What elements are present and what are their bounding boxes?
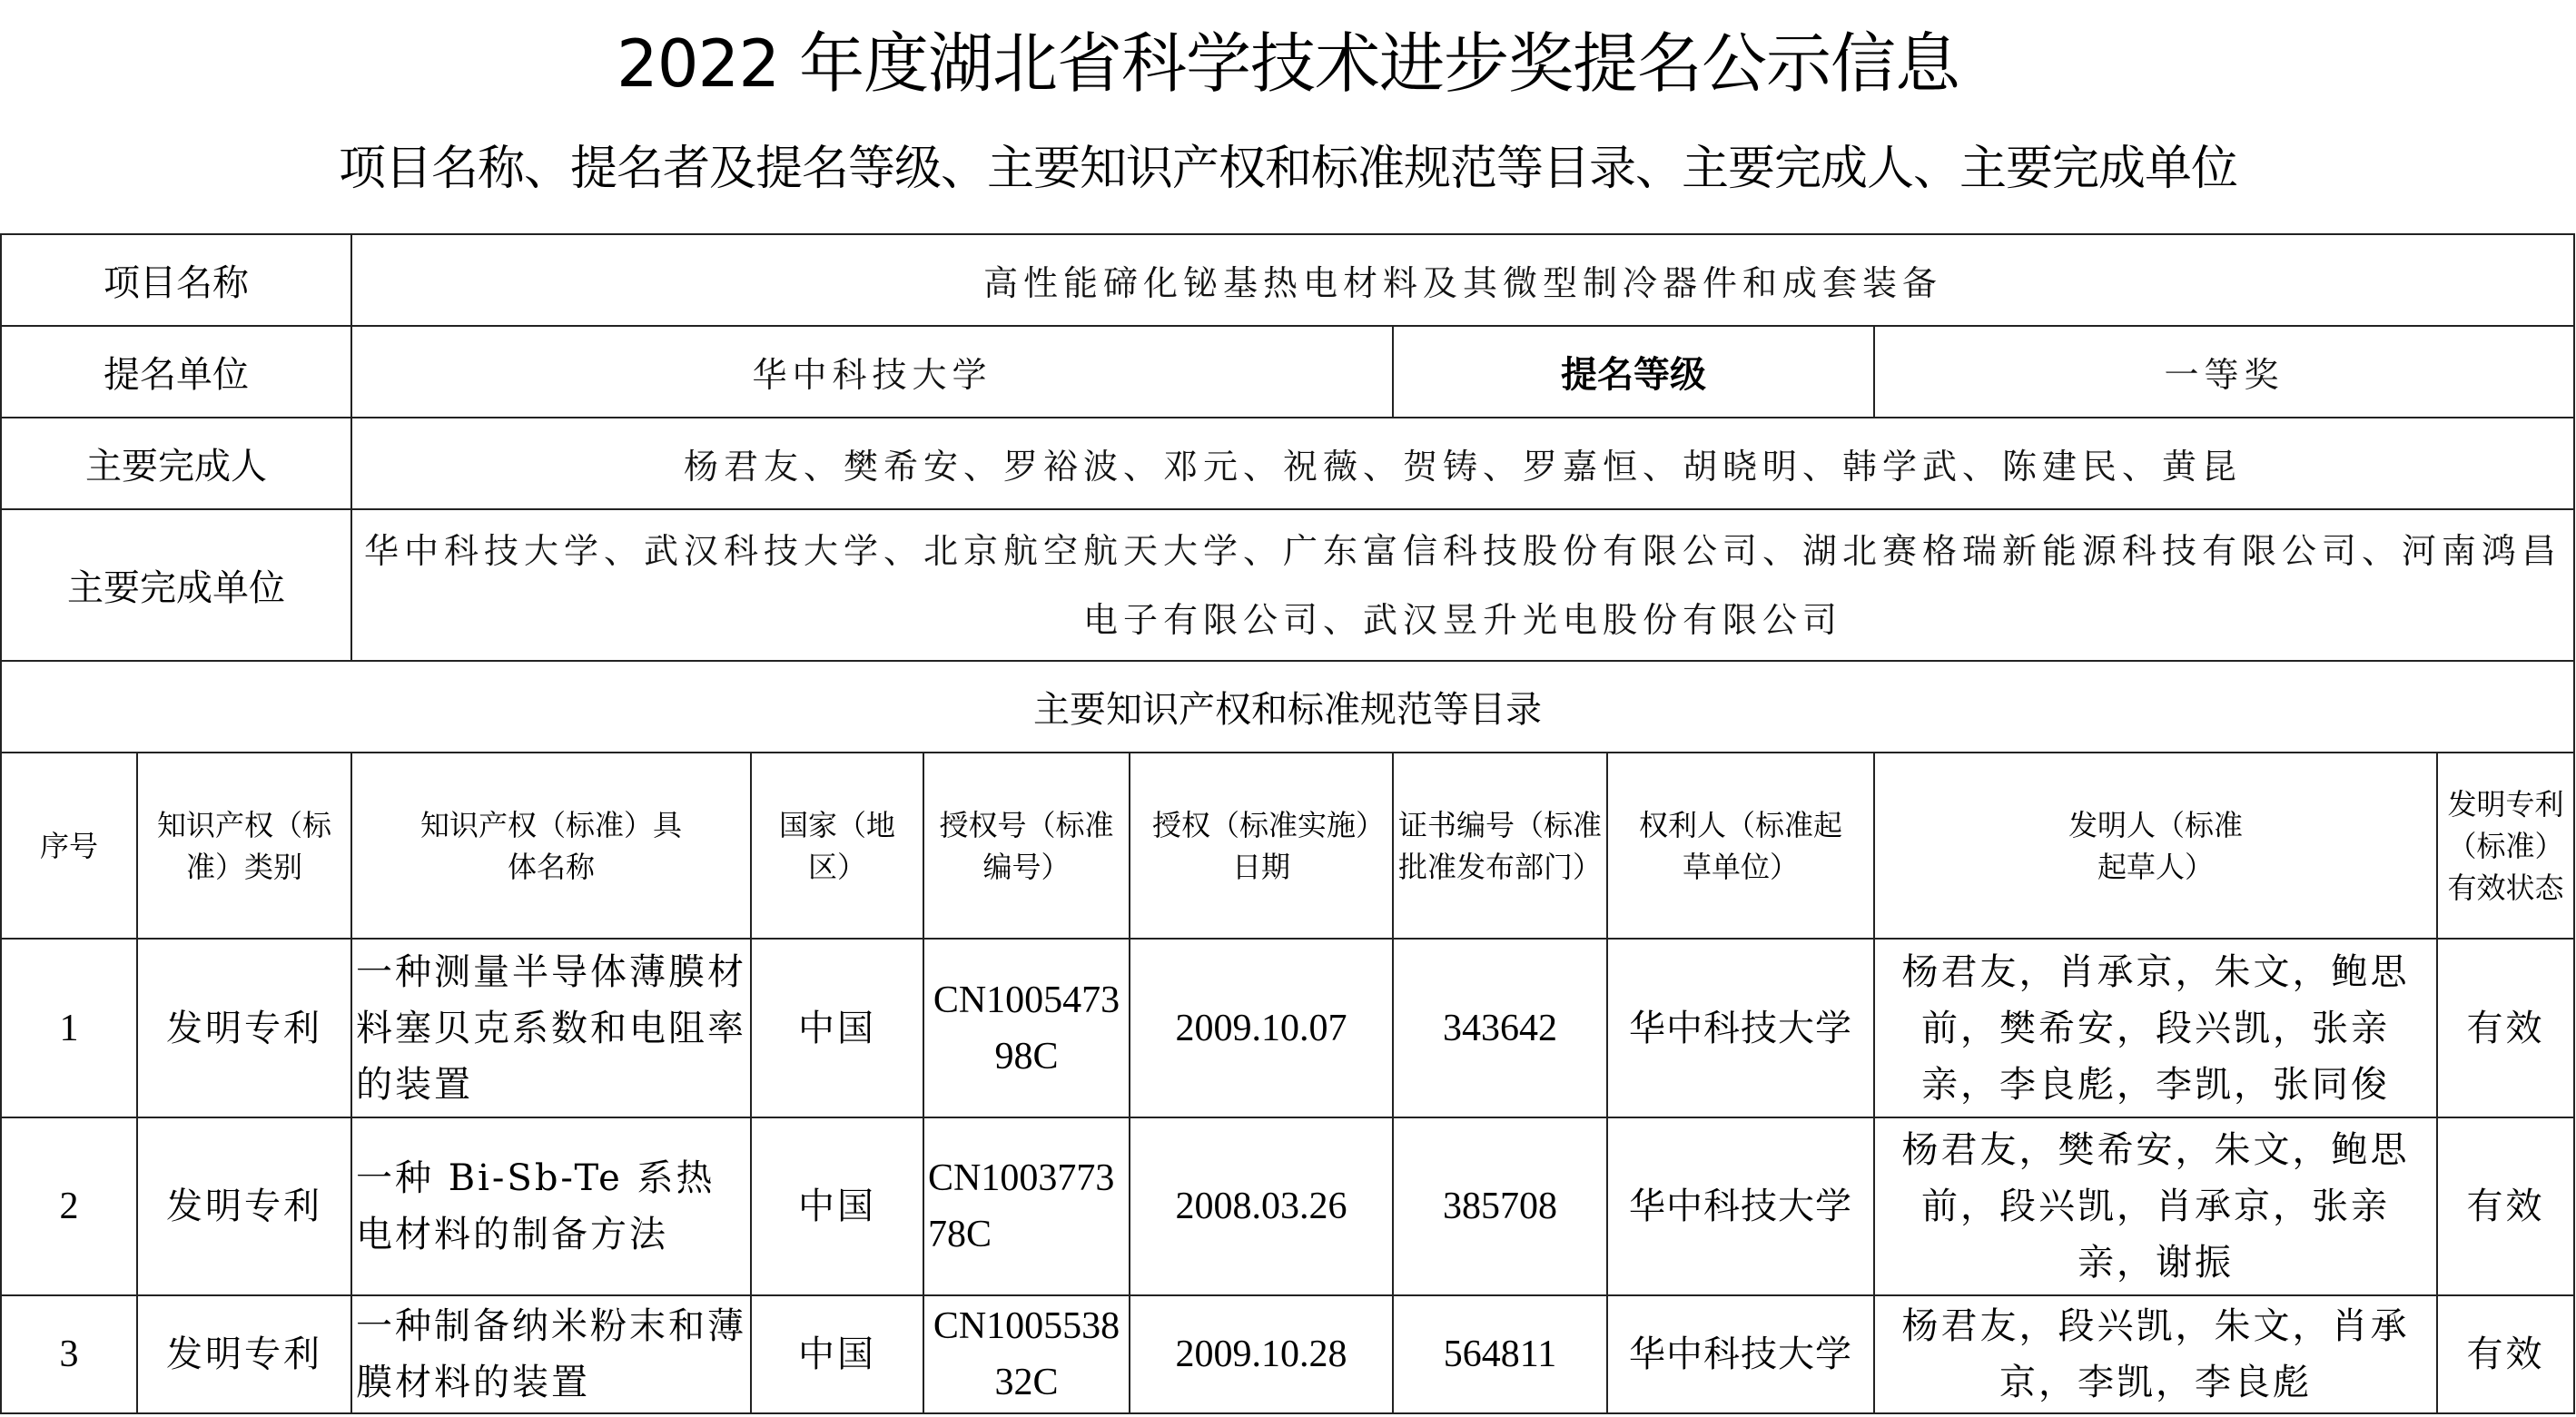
row-date: 2009.10.07: [1130, 939, 1393, 1117]
table-row: [1, 1295, 2574, 1413]
row-date: 2009.10.28: [1130, 1295, 1393, 1413]
row-status: 有效: [2437, 1117, 2574, 1295]
nominator-value: 华中科技大学: [351, 326, 1393, 418]
col-header-date: 授权（标准实施）日期: [1130, 753, 1393, 939]
project-name-label: 项目名称: [1, 234, 351, 326]
project-name-value: 高性能碲化铋基热电材料及其微型制冷器件和成套装备: [351, 234, 2574, 326]
level-label: 提名等级: [1393, 326, 1874, 418]
row-date: 2008.03.26: [1130, 1117, 1393, 1295]
row-status: 有效: [2437, 1295, 2574, 1413]
ip-section-row: [1, 661, 2574, 753]
ip-header-row: [1, 753, 2574, 939]
row-inventors: 杨君友，段兴凯，朱文，肖承京，李凯，李良彪: [1874, 1295, 2437, 1413]
units-row: [1, 509, 2574, 661]
row-patent-no: CN100547398C: [923, 939, 1130, 1117]
units-value: 华中科技大学、武汉科技大学、北京航空航天大学、广东富信科技股份有限公司、湖北赛格瑞新能源科技有限公司、河南鸿昌电子有限公司、武汉昱升光电股份有限公司: [351, 509, 2574, 661]
row-cert-no: 564811: [1393, 1295, 1607, 1413]
col-header-patent-no: 授权号（标准编号）: [923, 753, 1130, 939]
people-label: 主要完成人: [1, 418, 351, 509]
row-name: 一种制备纳米粉末和薄膜材料的装置: [351, 1295, 751, 1413]
row-country: 中国: [751, 1295, 923, 1413]
row-owner: 华中科技大学: [1607, 1295, 1874, 1413]
row-patent-no: CN100377378C: [923, 1117, 1130, 1295]
row-cert-no: 385708: [1393, 1117, 1607, 1295]
page-title: 2022 年度湖北省科学技术进步奖提名公示信息: [616, 25, 1960, 102]
col-header-name: 知识产权（标准）具体名称: [351, 753, 751, 939]
row-type: 发明专利: [137, 1117, 351, 1295]
table-row: [1, 1117, 2574, 1295]
col-header-inventors: 发明人（标准起草人）: [1874, 753, 2437, 939]
row-owner: 华中科技大学: [1607, 939, 1874, 1117]
row-patent-no: CN100553832C: [923, 1295, 1130, 1413]
people-value: 杨君友、樊希安、罗裕波、邓元、祝薇、贺铸、罗嘉恒、胡晓明、韩学武、陈建民、黄昆: [351, 418, 2574, 509]
row-no: 3: [1, 1295, 137, 1413]
col-header-owner: 权利人（标准起草单位）: [1607, 753, 1874, 939]
row-owner: 华中科技大学: [1607, 1117, 1874, 1295]
col-header-country: 国家（地区）: [751, 753, 923, 939]
ip-section-title: 主要知识产权和标准规范等目录: [1, 661, 2574, 753]
row-no: 1: [1, 939, 137, 1117]
row-cert-no: 343642: [1393, 939, 1607, 1117]
row-inventors: 杨君友，樊希安，朱文，鲍思前，段兴凯，肖承京，张亲亲，谢振: [1874, 1117, 2437, 1295]
row-no: 2: [1, 1117, 137, 1295]
col-header-cert-no: 证书编号（标准批准发布部门）: [1393, 753, 1607, 939]
level-value: 一等奖: [1874, 326, 2574, 418]
page-subtitle: 项目名称、提名者及提名等级、主要知识产权和标准规范等目录、主要完成人、主要完成单位: [338, 142, 2237, 196]
units-label: 主要完成单位: [1, 509, 351, 661]
people-row: [1, 418, 2574, 509]
row-type: 发明专利: [137, 1295, 351, 1413]
col-header-no: 序号: [1, 753, 137, 939]
nomination-table: [0, 233, 2575, 1414]
row-name: 一种 Bi-Sb-Te 系热电材料的制备方法: [351, 1117, 751, 1295]
row-name: 一种测量半导体薄膜材料塞贝克系数和电阻率的装置: [351, 939, 751, 1117]
row-status: 有效: [2437, 939, 2574, 1117]
row-inventors: 杨君友，肖承京，朱文，鲍思前，樊希安，段兴凯，张亲亲，李良彪，李凯，张同俊: [1874, 939, 2437, 1117]
row-country: 中国: [751, 939, 923, 1117]
nominator-label: 提名单位: [1, 326, 351, 418]
col-header-type: 知识产权（标准）类别: [137, 753, 351, 939]
nominator-row: [1, 326, 2574, 418]
row-type: 发明专利: [137, 939, 351, 1117]
table-row: [1, 939, 2574, 1117]
project-name-row: [1, 234, 2574, 326]
row-country: 中国: [751, 1117, 923, 1295]
col-header-status: 发明专利（标准）有效状态: [2437, 753, 2574, 939]
